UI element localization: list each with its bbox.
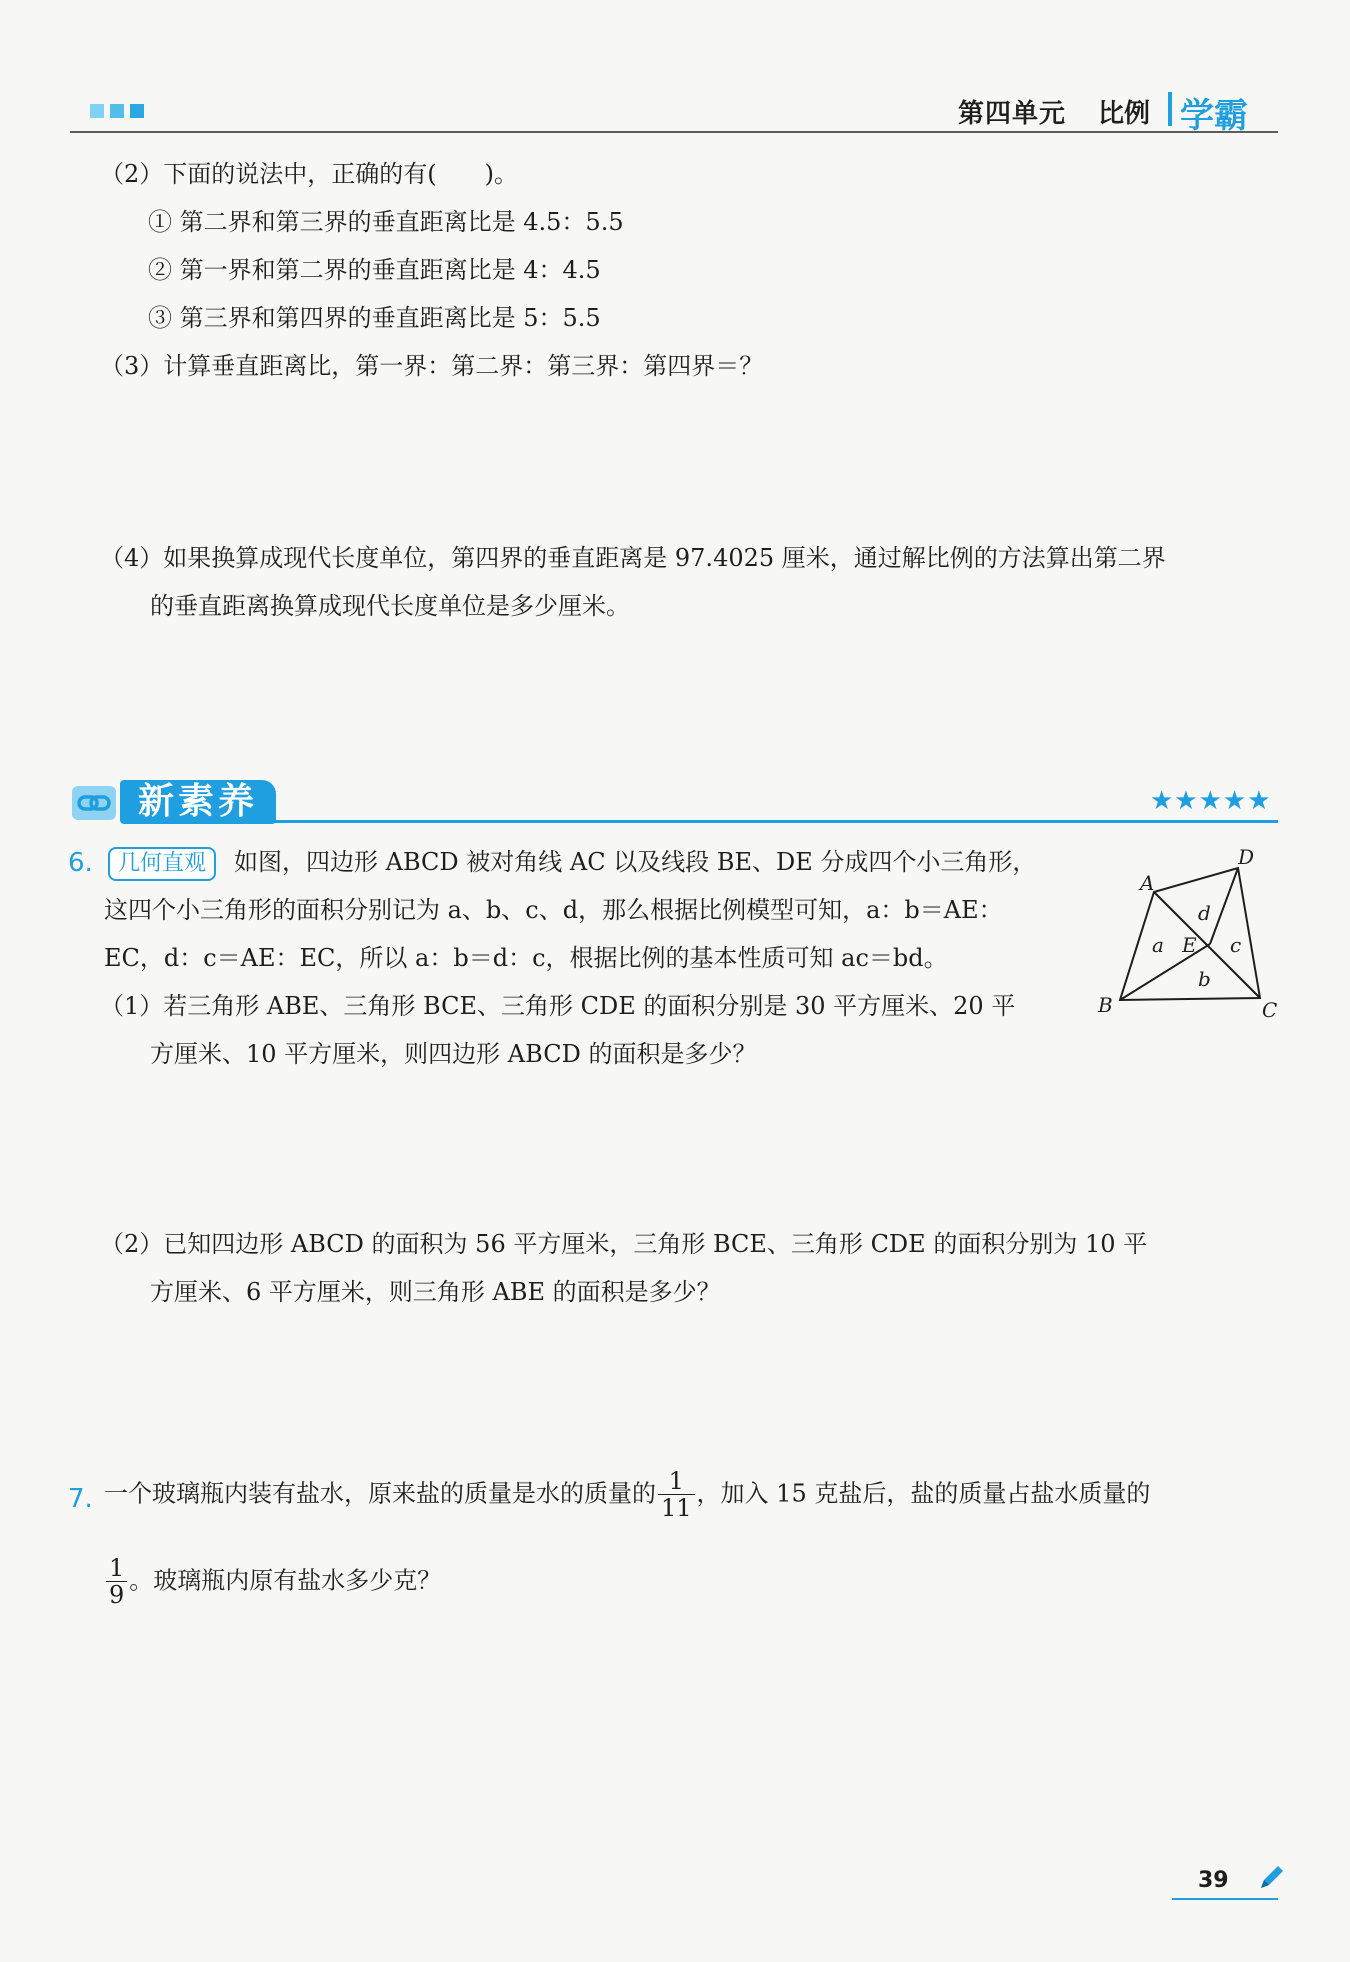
q6-part2-line1: （2）已知四边形 ABCD 的面积为 56 平方厘米，三角形 BCE、三角形 CDE 的面积分别为 10 平 (100, 1230, 1148, 1258)
link-icon (72, 786, 116, 820)
q6-line1: 如图，四边形 ABCD 被对角线 AC 以及线段 BE、DE 分成四个小三角形， (234, 848, 1037, 876)
vertex-c-label: C (1262, 998, 1278, 1020)
header-rule (70, 131, 1278, 133)
q6-part2-line2: 方厘米、6 平方厘米，则三角形 ABE 的面积是多少？ (150, 1278, 721, 1306)
q6-line3: EC，d：c＝AE：EC，所以 a：b＝d：c，根据比例的基本性质可知 ac＝bd。 (104, 944, 948, 972)
q6-part1-line1: （1）若三角形 ABE、三角形 BCE、三角形 CDE 的面积分别是 30 平方厘米、20 平 (100, 992, 1016, 1020)
q5-part3: （3）计算垂直距离比，第一界：第二界：第三界：第四界＝？ (100, 352, 764, 380)
q7-text-mid: ，加入 15 克盐后，盐的质量占盐水质量的 (696, 1479, 1151, 1508)
q6-line2: 这四个小三角形的面积分别记为 a、b、c、d，那么根据比例模型可知，a：b＝AE： (104, 896, 1003, 924)
region-b-label: b (1198, 967, 1211, 991)
q5-option-2: ② 第一界和第二界的垂直距离比是 4：4.5 (148, 256, 601, 284)
fraction-1-11 (658, 1468, 695, 1522)
q7-text-after: 。玻璃瓶内原有盐水多少克？ (129, 1566, 442, 1595)
header-square (110, 104, 124, 118)
header-divider (1168, 92, 1172, 126)
header-square (90, 104, 104, 118)
difficulty-stars: ★★★★★ (1150, 786, 1272, 816)
header-squares (90, 104, 144, 118)
section-rule (270, 820, 1278, 823)
q6-badge: 几何直观 (108, 847, 216, 881)
q5-part4-line2: 的垂直距离换算成现代长度单位是多少厘米。 (150, 592, 630, 620)
q7-line1 (104, 1468, 1150, 1522)
fraction-1-9 (106, 1555, 127, 1609)
fraction-numerator: 1 (106, 1555, 127, 1582)
page-number: 39 (1198, 1868, 1229, 1893)
region-c-label: c (1230, 933, 1242, 957)
header-topic: 比例 (1098, 99, 1151, 129)
vertex-b-label: B (1098, 993, 1113, 1017)
pen-icon (1256, 1863, 1286, 1900)
q6-number: 6. (68, 848, 93, 878)
header-square (130, 104, 144, 118)
fraction-denominator: 11 (661, 1494, 692, 1523)
q6-part1-line2: 方厘米、10 平方厘米，则四边形 ABCD 的面积是多少？ (150, 1040, 757, 1068)
header-brand-logo: 学霸 (1180, 96, 1248, 136)
q7-number: 7. (68, 1484, 93, 1514)
point-e-label: E (1182, 933, 1197, 957)
q7-line2 (104, 1555, 441, 1609)
q7-text-before: 一个玻璃瓶内装有盐水，原来盐的质量是水的质量的 (104, 1479, 656, 1508)
vertex-d-label: D (1238, 845, 1255, 869)
q5-option-1: ① 第二界和第三界的垂直距离比是 4.5：5.5 (148, 208, 624, 236)
q5-part4-line1: （4）如果换算成现代长度单位，第四界的垂直距离是 97.4025 厘米，通过解比例的方法算出第二界 (100, 544, 1166, 572)
header-unit: 第四单元 (958, 99, 1067, 129)
fraction-denominator: 9 (109, 1581, 125, 1610)
fraction-numerator: 1 (658, 1468, 695, 1495)
q5-option-3: ③ 第三界和第四界的垂直距离比是 5：5.5 (148, 304, 601, 332)
region-d-label: d (1198, 901, 1211, 925)
vertex-a-label: A (1140, 871, 1155, 895)
section-title: 新素养 (120, 780, 276, 824)
region-a-label: a (1152, 933, 1164, 957)
quadrilateral-figure (1090, 840, 1290, 1020)
q5-part2: （2）下面的说法中，正确的有( )。 (100, 160, 518, 188)
